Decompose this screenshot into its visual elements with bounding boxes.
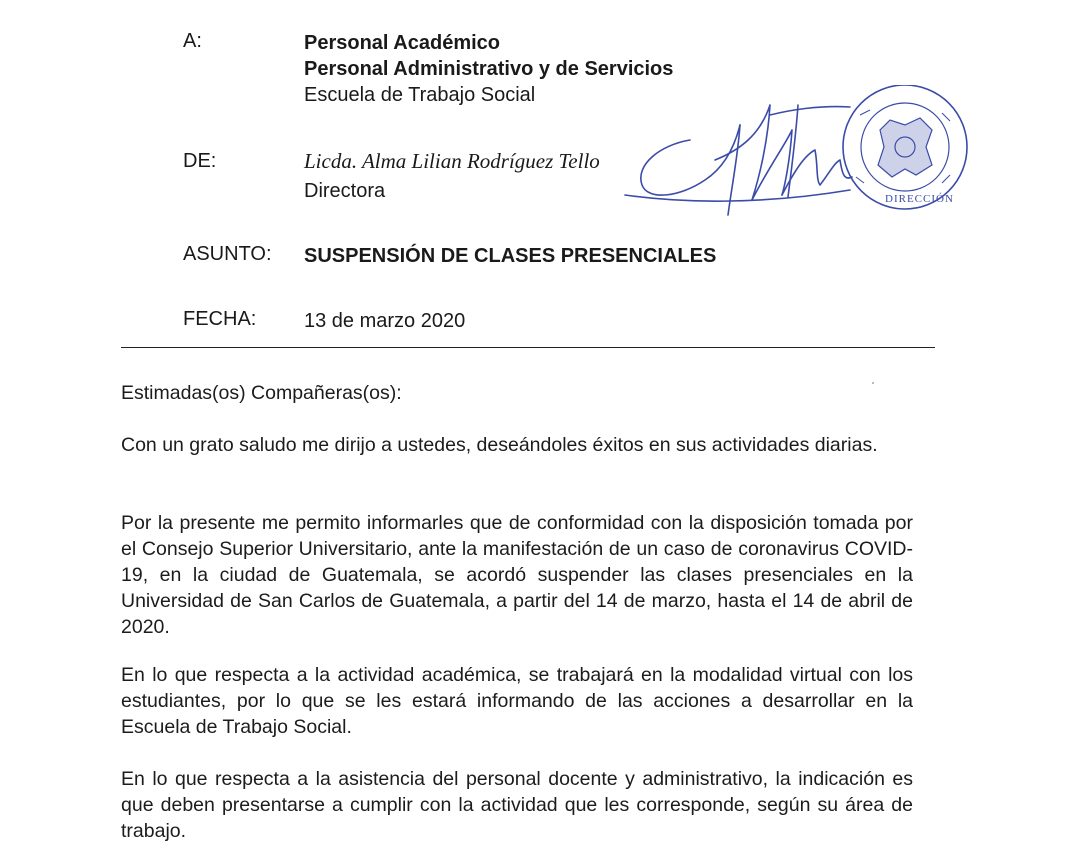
body-paragraph-3: En lo que respecta a la actividad académica, se trabajará en la modalidad virtual con los estudiantes, por lo que se les estará informando de las acciones a desarrollar en la Escuela de Trabajo Social. [121,664,913,738]
from-label: DE: [183,150,217,172]
handwritten-signature [625,105,852,215]
date-text: 13 de marzo 2020 [304,310,466,332]
date-label: FECHA: [183,308,257,330]
to-line-1: Personal Académico [304,32,501,54]
scan-speck [872,382,874,384]
to-label: A: [183,30,202,52]
signature-and-seal [620,85,980,235]
seal-bottom-text: DIRECCIÓN [885,193,954,205]
body-paragraph-1: Con un grato saludo me dirijo a ustedes, deseándoles éxitos en sus actividades diarias. [121,434,878,456]
greeting: Estimadas(os) Compañeras(os): [121,382,402,404]
official-seal [843,85,967,209]
to-line-3: Escuela de Trabajo Social [304,84,536,106]
subject-text: SUSPENSIÓN DE CLASES PRESENCIALES [304,245,717,267]
subject-label: ASUNTO: [183,243,272,265]
to-line-2: Personal Administrativo y de Servicios [304,58,674,80]
body-paragraph-2: Por la presente me permito informarles que de conformidad con la disposición tomada por el Consejo Superior Universitario, ante la manifestación de un caso de coronavirus COVID-19, en la ciudad de Guatemala, se acordó suspender las clases presenciales en la Universidad de San Carlos de Guatemala, a partir del 14 de marzo, hasta el 14 de abril de 2020. [121,512,913,638]
from-name: Licda. Alma Lilian Rodríguez Tello [304,149,600,173]
body-paragraph-4: En lo que respecta a la asistencia del personal docente y administrativo, la indicación es que deben presentarse a cumplir con la actividad que les corresponde, según su área de trabajo. [121,768,913,842]
header-divider [121,347,935,348]
from-title: Directora [304,180,386,202]
